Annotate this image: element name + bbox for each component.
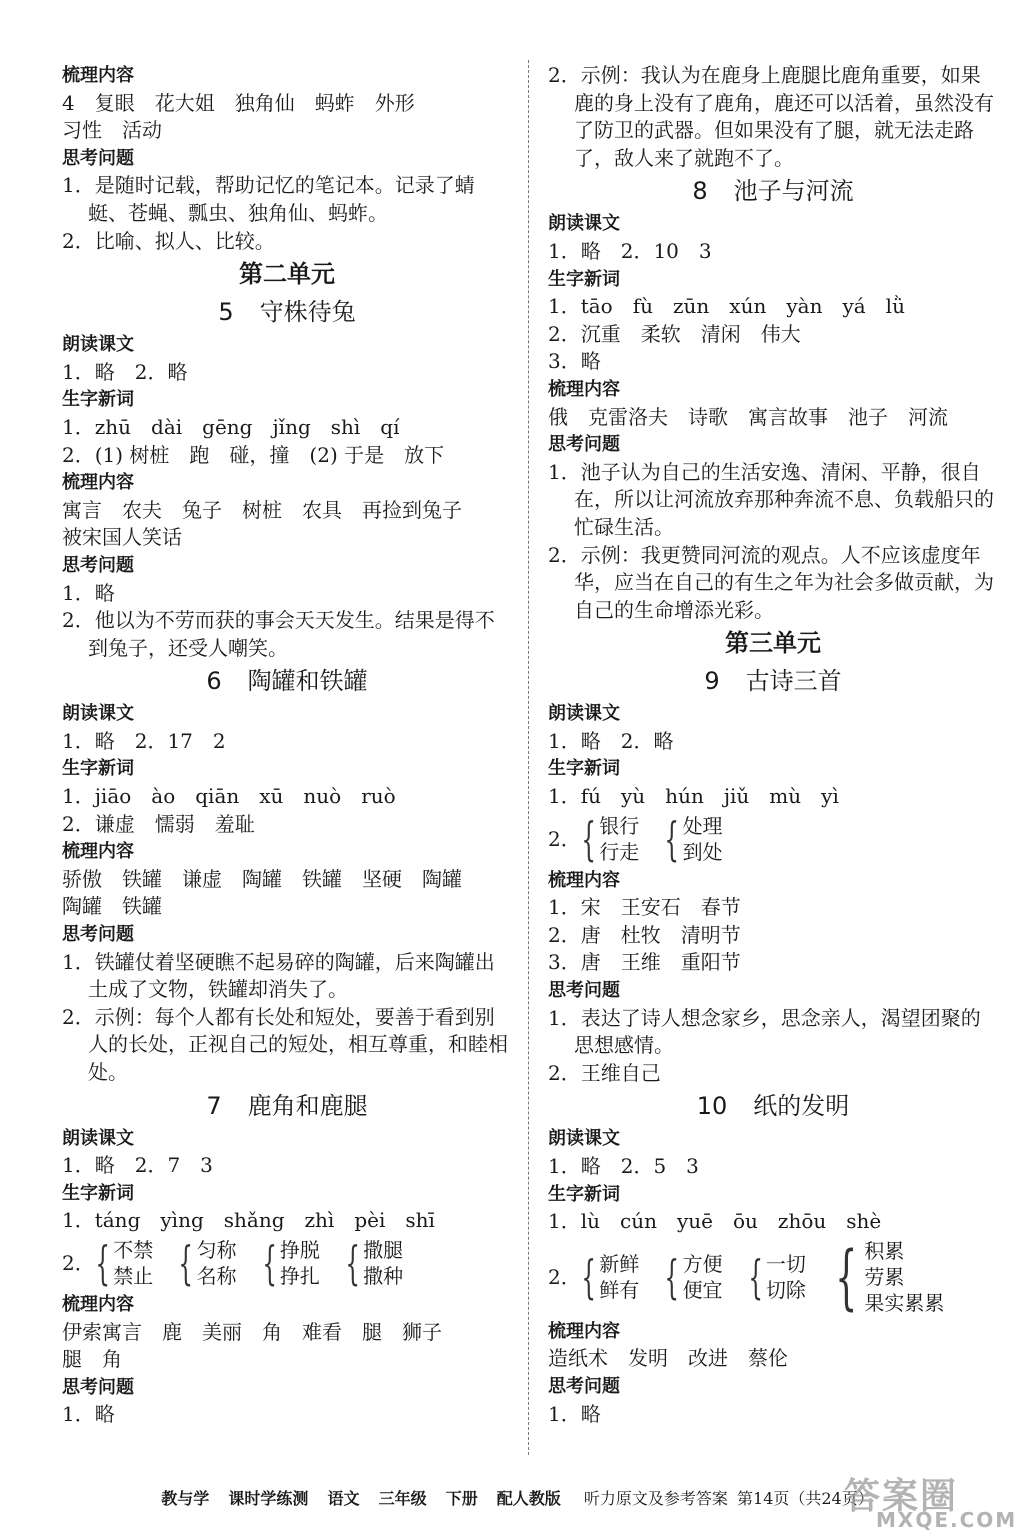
answer-item: 1．略 (62, 580, 115, 605)
word: 处理 (682, 813, 723, 838)
answer-line: 伊索寓言 鹿 美丽 角 难看 腿 狮子 (62, 1319, 442, 1344)
answer-line: 寓言 农夫 兔子 树桩 农具 再捡到兔子 (62, 497, 462, 522)
section-label: 思考问题 (62, 147, 134, 169)
watermark-logo (830, 1468, 1030, 1536)
section-label: 生字新词 (548, 268, 620, 290)
item-number: 2． (548, 826, 581, 851)
answer-line: 2．(1) 树桩 跑 碰，撞 (2) 于是 放下 (62, 442, 445, 467)
answer-line: 2．谦虚 懦弱 羞耻 (62, 811, 255, 836)
word: 撒种 (363, 1263, 404, 1288)
answer-line: 2．唐 杜牧 清明节 (548, 922, 741, 947)
pinyin-line: 1．tāo fù zūn xún yàn yá lǜ (548, 294, 905, 319)
section-label: 朗读课文 (548, 213, 620, 235)
word: 银行 (599, 813, 640, 838)
word: 新鲜 (599, 1251, 640, 1276)
word: 撒腿 (363, 1237, 404, 1262)
brace-icon: { (178, 1235, 194, 1290)
answer-line: 腿 角 (62, 1347, 122, 1372)
section-label: 梳理内容 (548, 1320, 620, 1342)
section-label: 思考问题 (548, 980, 620, 1002)
answer-item: 1．铁罐仗着坚硬瞧不起易碎的陶罐，后来陶罐出土成了文物，铁罐却消失了。 (62, 949, 495, 1002)
section-label: 生字新词 (62, 1182, 134, 1204)
brace-icon: { (581, 811, 596, 866)
section-label: 朗读课文 (548, 1128, 620, 1150)
lesson-name: 古诗三首 (745, 667, 842, 696)
word: 禁止 (113, 1263, 154, 1288)
lesson-title (62, 662, 512, 700)
lesson-number: 9 (704, 667, 720, 696)
brace-icon: { (834, 1235, 858, 1318)
word-group (338, 1237, 403, 1289)
lesson-title (548, 662, 998, 700)
pinyin-line: 1．lù cún yuē ōu zhōu shè (548, 1209, 882, 1234)
footer-subject: 语文 (327, 1489, 360, 1508)
left-column (62, 62, 512, 1429)
word-group (741, 1251, 806, 1303)
lesson-name: 鹿角和鹿腿 (247, 1091, 368, 1120)
answer-line: 被宋国人笑话 (62, 525, 182, 550)
answer-item: 1．略 (62, 1402, 115, 1427)
section-label: 思考问题 (548, 1375, 620, 1397)
section-label: 朗读课文 (548, 703, 620, 725)
brace-icon: { (345, 1235, 360, 1290)
word: 积累 (864, 1238, 905, 1263)
word-group (657, 1251, 722, 1303)
section-label: 梳理内容 (548, 378, 620, 400)
lesson-name: 池子与河流 (733, 177, 854, 206)
brace-icon: { (747, 1249, 763, 1304)
answer-item: 2．王维自己 (548, 1060, 661, 1085)
word-group (824, 1235, 945, 1318)
section-label: 朗读课文 (62, 334, 134, 356)
section-label: 梳理内容 (62, 841, 134, 863)
answer-item: 2．示例：每个人都有长处和短处，要善于看到别人的长处，正视自己的短处，相互尊重，和睦相处。 (62, 1004, 508, 1084)
word-group (88, 1237, 153, 1289)
section-label: 生字新词 (62, 758, 134, 780)
word: 行走 (599, 839, 640, 864)
section-label: 梳理内容 (62, 472, 134, 494)
answer-line: 陶罐 铁罐 (62, 894, 162, 919)
lesson-number: 7 (206, 1091, 222, 1120)
answer-line: 3．唐 王维 重阳节 (548, 950, 741, 975)
word: 名称 (196, 1263, 237, 1288)
lesson-number: 8 (692, 177, 708, 206)
word: 不禁 (113, 1237, 154, 1262)
pinyin-line: 1．fú yù hún jiǔ mù yì (548, 784, 839, 809)
answer-line: 1．略 2．7 3 (62, 1153, 213, 1178)
answer-item: 1．表达了诗人想念家乡，思念亲人，渴望团聚的思想感情。 (548, 1005, 981, 1058)
word: 一切 (765, 1251, 806, 1276)
section-label: 梳理内容 (548, 869, 620, 891)
section-label: 思考问题 (548, 434, 620, 456)
word: 果实累累 (864, 1290, 945, 1315)
word: 匀称 (196, 1237, 237, 1262)
answer-line: 习性 活动 (62, 118, 162, 143)
answer-line: 1．略 2．10 3 (548, 238, 712, 263)
word: 挣脱 (279, 1237, 320, 1262)
section-label: 朗读课文 (62, 1127, 134, 1149)
lesson-title (548, 172, 998, 210)
footer-brand: 教与学 (161, 1489, 210, 1508)
section-label: 思考问题 (62, 924, 134, 946)
item-number: 2． (548, 1264, 581, 1289)
footer-grade: 三年级 (378, 1489, 427, 1508)
word-group (171, 1237, 236, 1289)
lesson-number: 5 (218, 298, 234, 327)
word: 到处 (682, 839, 723, 864)
lesson-number: 6 (206, 667, 222, 696)
pinyin-line: 1．zhū dài gēng jǐng shì qí (62, 414, 400, 439)
right-column (548, 62, 998, 1428)
word: 挣扎 (279, 1263, 320, 1288)
footer-section: 听力原文及参考答案 (583, 1489, 728, 1508)
answer-line: 4 复眼 花大姐 独角仙 蚂蚱 外形 (62, 90, 415, 115)
pinyin-line: 1．táng yìng shǎng zhì pèi shī (62, 1208, 435, 1233)
section-label: 思考问题 (62, 554, 134, 576)
section-label: 梳理内容 (62, 65, 134, 86)
watermark-text: 答案圈 (844, 1476, 959, 1517)
answer-item: 1．是随时记载，帮助记忆的笔记本。记录了蜻蜓、苍蝇、瓢虫、独角仙、蚂蚱。 (62, 173, 475, 225)
answer-item: 2．他以为不劳而获的事会天天发生。结果是得不到兔子，还受人嘲笑。 (62, 608, 495, 660)
answer-item: 2．示例：我认为在鹿身上鹿腿比鹿角重要，如果鹿的身上没有了鹿角，鹿还可以活着，虽然没有了防卫的武器。但如果没有了腿，就无法走路了，敌人来了就跑不了。 (548, 63, 994, 170)
brace-word-row (548, 1235, 998, 1318)
lesson-title (62, 1087, 512, 1125)
answer-item: 1．池子认为自己的生活安逸、清闲、平静，很自在，所以让河流放弃那种奔流不息、负载船只的忙碌生活。 (548, 459, 994, 539)
section-label: 生字新词 (62, 389, 134, 411)
answer-item: 1．略 (548, 1401, 601, 1426)
brace-icon: { (664, 811, 680, 866)
word-group (574, 813, 639, 865)
answer-line: 1．略 2．5 3 (548, 1154, 699, 1178)
answer-line: 3．略 (548, 349, 601, 374)
section-label: 思考问题 (62, 1376, 134, 1398)
lesson-title (548, 1087, 998, 1125)
lesson-number: 10 (696, 1092, 728, 1121)
answer-line: 2．沉重 柔软 清闲 伟大 (548, 321, 801, 346)
word: 劳累 (864, 1264, 905, 1289)
brace-icon: { (95, 1235, 110, 1290)
word-group (657, 813, 722, 865)
watermark-url: MXQE.COM (876, 1508, 1018, 1532)
item-number: 2． (62, 1250, 95, 1275)
section-label: 生字新词 (548, 758, 620, 780)
answer-line: 1．略 2．17 2 (62, 728, 226, 753)
word-group (255, 1237, 320, 1289)
brace-icon: { (664, 1249, 680, 1304)
footer-volume: 下册 (445, 1489, 478, 1508)
section-label: 生字新词 (548, 1183, 620, 1205)
answer-item: 2．比喻、拟人、比较。 (62, 228, 275, 253)
lesson-title (62, 293, 512, 331)
column-divider (528, 60, 529, 1455)
unit-heading: 第二单元 (239, 260, 335, 289)
answer-line: 1．略 2．略 (62, 359, 188, 384)
footer-page-number: 第14页（共24页） (737, 1489, 874, 1508)
section-label: 梳理内容 (62, 1293, 134, 1315)
brace-word-row (62, 1237, 512, 1289)
answer-line: 俄 克雷洛夫 诗歌 寓言故事 池子 河流 (548, 404, 948, 429)
lesson-name: 陶罐和铁罐 (247, 667, 368, 696)
answer-line: 骄傲 铁罐 谦虚 陶罐 铁罐 坚硬 陶罐 (62, 866, 462, 891)
brace-icon: { (581, 1249, 596, 1304)
footer-edition: 配人教版 (496, 1489, 561, 1508)
word: 方便 (682, 1251, 723, 1276)
word-group (574, 1251, 639, 1303)
word: 便宜 (682, 1277, 723, 1302)
answer-line: 1．略 2．略 (548, 728, 674, 753)
pinyin-line: 1．jiāo ào qiān xū nuò ruò (62, 784, 396, 809)
unit-heading: 第三单元 (725, 629, 821, 658)
answer-item: 2．示例：我更赞同河流的观点。人不应该虚度年华，应当在自己的有生之年为社会多做贡献，为自己的生命增添光彩。 (548, 542, 994, 622)
section-label: 朗读课文 (62, 703, 134, 725)
lesson-name: 纸的发明 (753, 1092, 850, 1121)
footer-series: 课时学练测 (228, 1489, 309, 1508)
word: 鲜有 (599, 1277, 640, 1302)
answer-line: 1．宋 王安石 春节 (548, 895, 741, 920)
brace-icon: { (261, 1235, 277, 1290)
lesson-name: 守株待兔 (259, 298, 356, 327)
answer-line: 造纸术 发明 改进 蔡伦 (548, 1346, 788, 1371)
brace-word-row (548, 813, 998, 865)
word: 切除 (765, 1277, 806, 1302)
